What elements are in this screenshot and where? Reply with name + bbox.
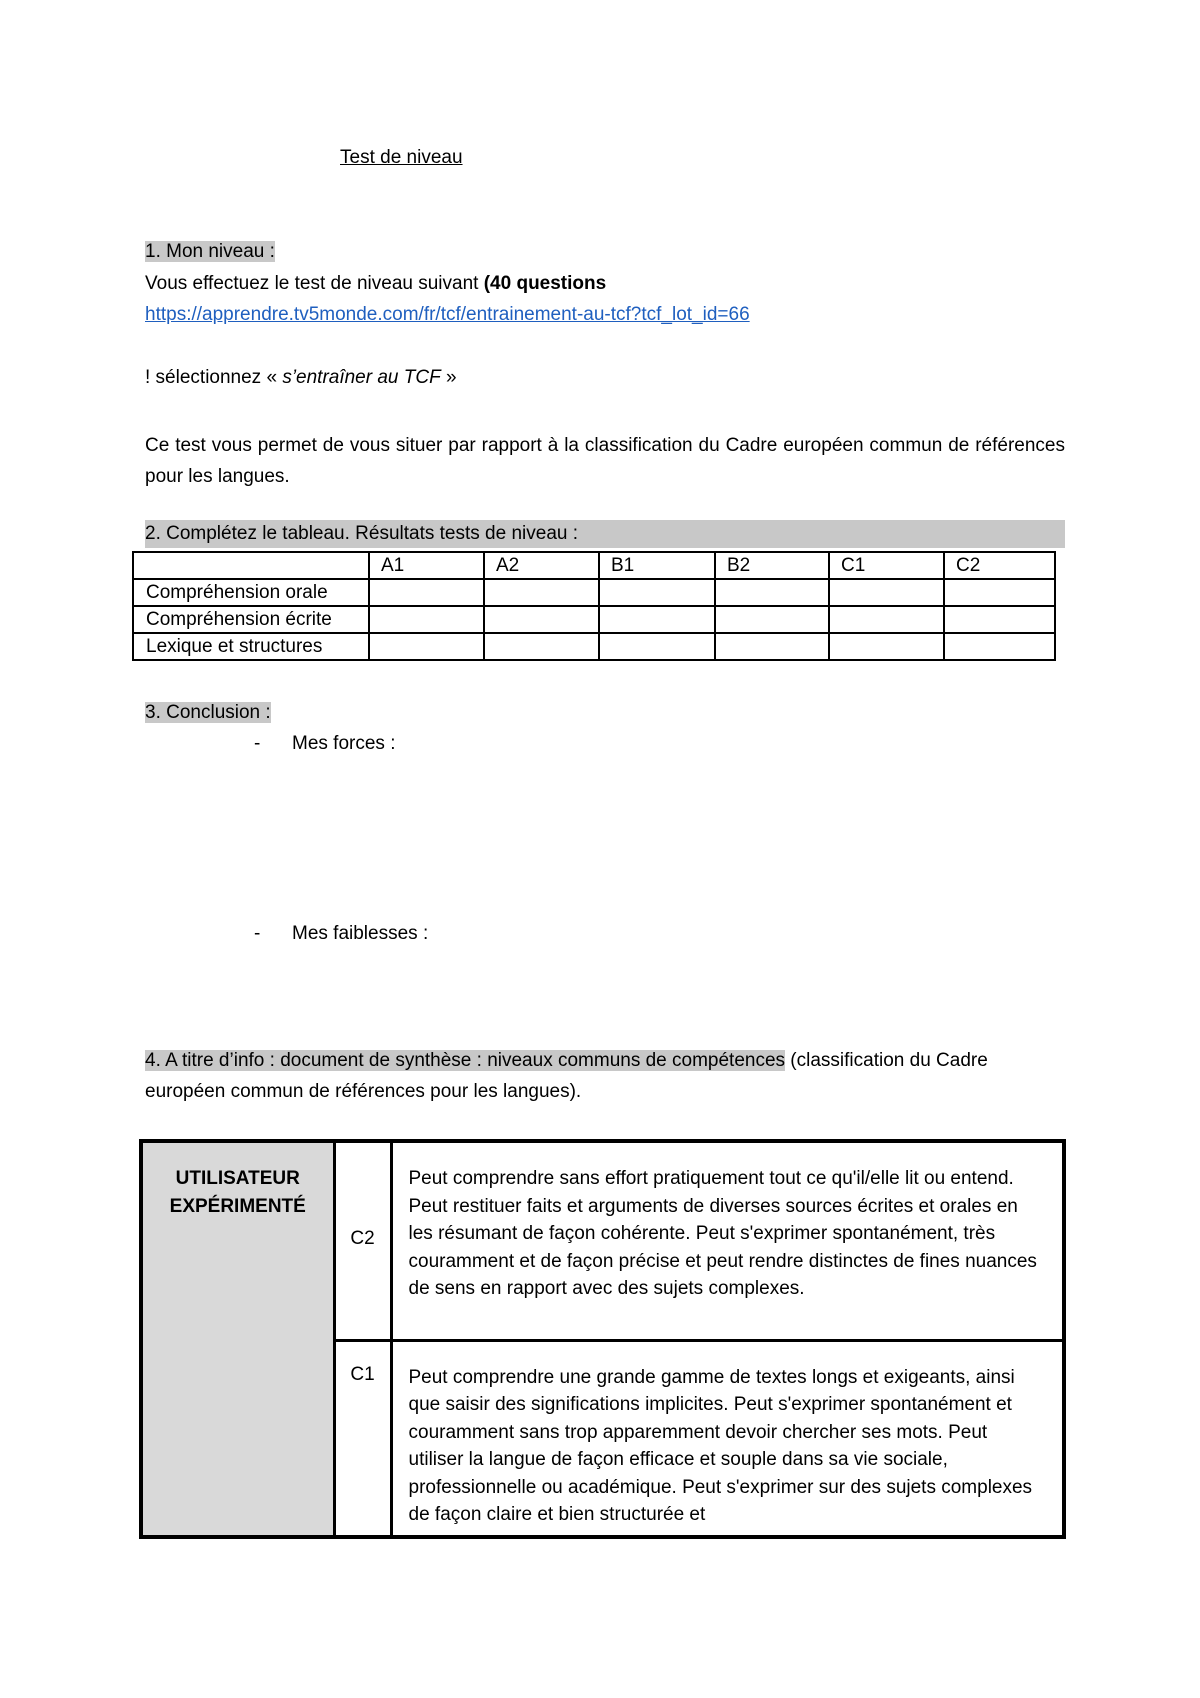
level-c1-description: Peut comprendre une grande gamme de textes longs et exigeants, ainsi que saisir des significations implicites. Peut s'exprimer spontanément et couramment sans trop apparemment devoir chercher ses mots. Peut utiliser la langue de façon efficace et souple dans sa vie sociale, professionnelle ou académique. Peut s'exprimer sur des sujets complexes de façon claire et bien structurée et (391, 1340, 1064, 1537)
result-cell[interactable] (484, 579, 599, 606)
result-cell[interactable] (944, 633, 1055, 660)
section-2-heading: 2. Complétez le tableau. Résultats tests de niveau : (145, 520, 1065, 548)
level-c2-description: Peut comprendre sans effort pratiquement tout ce qu'il/elle lit ou entend. Peut restituer faits et arguments de diverses sources écrites et orales en les résumant de façon cohérente. Peut s'exprimer spontanément, très couramment et de façon précise et peut rendre distinctes de fines nuances de sens en rapport avec des sujets complexes. (391, 1141, 1064, 1340)
result-cell[interactable] (715, 633, 829, 660)
result-cell[interactable] (944, 579, 1055, 606)
results-table (132, 551, 1056, 661)
header-b1: B1 (599, 552, 715, 579)
result-cell[interactable] (484, 606, 599, 633)
result-cell[interactable] (599, 633, 715, 660)
table-row (133, 579, 1055, 606)
table-row (133, 633, 1055, 660)
row-label-lexique: Lexique et structures (133, 633, 369, 660)
result-cell[interactable] (369, 579, 484, 606)
bullet-dash: - (254, 733, 261, 754)
section-4-heading (145, 1045, 1065, 1107)
select-suffix: » (440, 367, 457, 388)
result-cell[interactable] (369, 606, 484, 633)
result-cell[interactable] (599, 606, 715, 633)
bullet-dash: - (254, 923, 261, 944)
select-italic: s’entraîner au TCF (282, 367, 441, 388)
forces-label: Mes forces : (292, 733, 396, 754)
header-c2: C2 (944, 552, 1055, 579)
result-cell[interactable] (829, 606, 944, 633)
row-label-oral: Compréhension orale (133, 579, 369, 606)
faiblesses-label: Mes faiblesses : (292, 923, 429, 944)
result-cell[interactable] (829, 579, 944, 606)
page-title: Test de niveau (340, 147, 463, 168)
section-1-heading-text: 1. Mon niveau : (145, 241, 275, 262)
section-1-heading (145, 241, 275, 263)
section-4-heading-rest: (classification du Cadre européen commun de références pour les langues). (145, 1050, 988, 1102)
description-paragraph: Ce test vous permet de vous situer par rapport à la classification du Cadre européen commun de références pour les langues. (145, 435, 1065, 487)
header-empty-cell (133, 552, 369, 579)
header-c1: C1 (829, 552, 944, 579)
row-label-ecrite: Compréhension écrite (133, 606, 369, 633)
result-cell[interactable] (599, 579, 715, 606)
result-cell[interactable] (829, 633, 944, 660)
header-a1: A1 (369, 552, 484, 579)
section-4-heading-text: 4. A titre d’info : document de synthèse : niveaux communs de compétences (145, 1050, 786, 1071)
category-cell: UTILISATEUR EXPÉRIMENTÉ (141, 1141, 334, 1537)
table-row (133, 606, 1055, 633)
instruction-bold: (40 questions (483, 273, 607, 294)
result-cell[interactable] (484, 633, 599, 660)
level-c1: C1 (334, 1340, 391, 1537)
section-3-heading (145, 702, 271, 724)
instruction-line (145, 273, 606, 295)
results-header-row (133, 552, 1055, 579)
result-cell[interactable] (944, 606, 1055, 633)
cecr-levels-table (139, 1139, 1066, 1539)
select-instruction (145, 367, 457, 389)
result-cell[interactable] (715, 579, 829, 606)
level-c2: C2 (334, 1141, 391, 1340)
header-a2: A2 (484, 552, 599, 579)
instruction-text: Vous effectuez le test de niveau suivant (145, 273, 484, 294)
cecr-row-c2 (141, 1141, 1064, 1340)
tv5monde-link[interactable]: https://apprendre.tv5monde.com/fr/tcf/entrainement-au-tcf?tcf_lot_id=66 (145, 304, 750, 325)
section-3-heading-text: 3. Conclusion : (145, 702, 271, 723)
result-cell[interactable] (369, 633, 484, 660)
select-prefix: ! sélectionnez « (145, 367, 283, 388)
result-cell[interactable] (715, 606, 829, 633)
header-b2: B2 (715, 552, 829, 579)
